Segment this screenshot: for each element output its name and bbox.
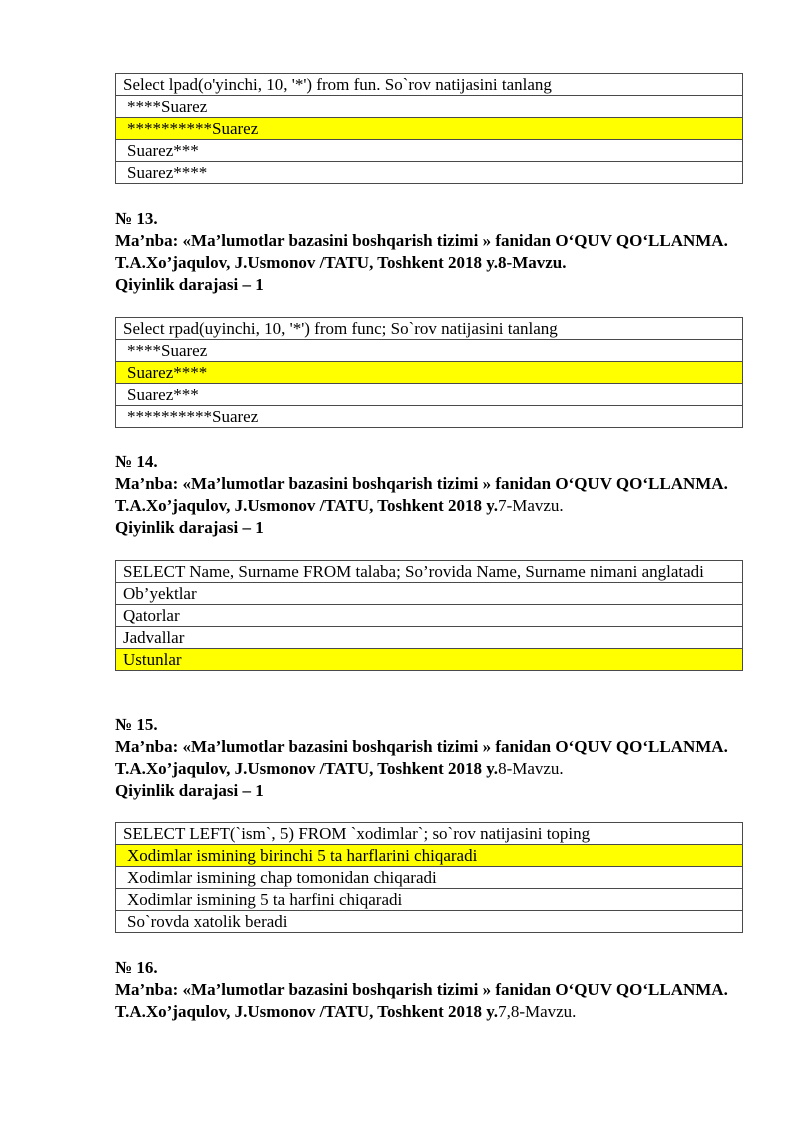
answer-row [116, 96, 743, 118]
answer-row [116, 889, 743, 911]
source-text: Ma’nba: «Ma’lumotlar bazasini boshqarish tizimi » fanidan O‘QUV QO‘LLANMA. T.A.Xo’jaqulov, J.Usmonov /TATU, Toshkent 2018 y. [115, 474, 728, 515]
answer-row [116, 911, 743, 933]
answer-option: Xodimlar ismining 5 ta harfini chiqaradi [116, 889, 743, 911]
answer-option: Suarez**** [116, 162, 743, 184]
answer-option-correct: **********Suarez [116, 118, 743, 140]
answer-row-correct [116, 362, 743, 384]
question-header-13 [115, 208, 743, 296]
question-text: SELECT Name, Surname FROM talaba; So’rovida Name, Surname nimani anglatadi [116, 561, 743, 583]
question-header-16 [115, 957, 743, 1023]
answer-option: Xodimlar ismining chap tomonidan chiqaradi [116, 867, 743, 889]
answer-option: ****Suarez [116, 340, 743, 362]
question-source [115, 736, 743, 780]
question-number: № 13. [115, 209, 158, 228]
answer-option-correct: Suarez**** [116, 362, 743, 384]
question-row [116, 561, 743, 583]
question-number: № 14. [115, 452, 158, 471]
source-tail: 7,8-Mavzu. [498, 1002, 577, 1021]
answer-row [116, 406, 743, 428]
answer-option: Suarez*** [116, 384, 743, 406]
difficulty-level: Qiyinlik darajasi – 1 [115, 518, 264, 537]
source-text: Ma’nba: «Ma’lumotlar bazasini boshqarish tizimi » fanidan O‘QUV QO‘LLANMA. T.A.Xo’jaqulov, J.Usmonov /TATU, Toshkent 2018 y.8-Mavzu. [115, 231, 728, 272]
source-text: Ma’nba: «Ma’lumotlar bazasini boshqarish tizimi » fanidan O‘QUV QO‘LLANMA. T.A.Xo’jaqulov, J.Usmonov /TATU, Toshkent 2018 y. [115, 980, 728, 1021]
question-source [115, 473, 743, 517]
question-row [116, 74, 743, 96]
question-source [115, 979, 743, 1023]
source-tail: 7-Mavzu. [498, 496, 564, 515]
question-row [116, 318, 743, 340]
answer-option: So`rovda xatolik beradi [116, 911, 743, 933]
answer-row-correct [116, 845, 743, 867]
answer-row-correct [116, 649, 743, 671]
answer-row [116, 605, 743, 627]
answer-row [116, 867, 743, 889]
question-source [115, 230, 743, 274]
question-text: Select rpad(uyinchi, 10, '*') from func; So`rov natijasini tanlang [116, 318, 743, 340]
question-table-15 [115, 822, 743, 933]
answer-option: Jadvallar [116, 627, 743, 649]
answer-option: Qatorlar [116, 605, 743, 627]
source-tail: 8-Mavzu. [498, 759, 564, 778]
question-text: SELECT LEFT(`ism`, 5) FROM `xodimlar`; so`rov natijasini toping [116, 823, 743, 845]
question-number: № 15. [115, 715, 158, 734]
answer-option-correct: Ustunlar [116, 649, 743, 671]
question-row [116, 823, 743, 845]
question-header-15 [115, 714, 743, 802]
difficulty-level: Qiyinlik darajasi – 1 [115, 275, 264, 294]
answer-row [116, 384, 743, 406]
answer-row-correct [116, 118, 743, 140]
answer-row [116, 140, 743, 162]
answer-option: Suarez*** [116, 140, 743, 162]
answer-row [116, 340, 743, 362]
answer-option: ****Suarez [116, 96, 743, 118]
question-number: № 16. [115, 958, 158, 977]
question-table-14 [115, 560, 743, 671]
source-text: Ma’nba: «Ma’lumotlar bazasini boshqarish tizimi » fanidan O‘QUV QO‘LLANMA. T.A.Xo’jaqulov, J.Usmonov /TATU, Toshkent 2018 y. [115, 737, 728, 778]
question-table-12 [115, 73, 743, 184]
difficulty-level: Qiyinlik darajasi – 1 [115, 781, 264, 800]
answer-row [116, 162, 743, 184]
question-header-14 [115, 451, 743, 539]
question-table-13 [115, 317, 743, 428]
answer-option-correct: Xodimlar ismining birinchi 5 ta harflarini chiqaradi [116, 845, 743, 867]
answer-option: **********Suarez [116, 406, 743, 428]
question-text: Select lpad(o'yinchi, 10, '*') from fun. So`rov natijasini tanlang [116, 74, 743, 96]
answer-option: Ob’yektlar [116, 583, 743, 605]
answer-row [116, 627, 743, 649]
answer-row [116, 583, 743, 605]
